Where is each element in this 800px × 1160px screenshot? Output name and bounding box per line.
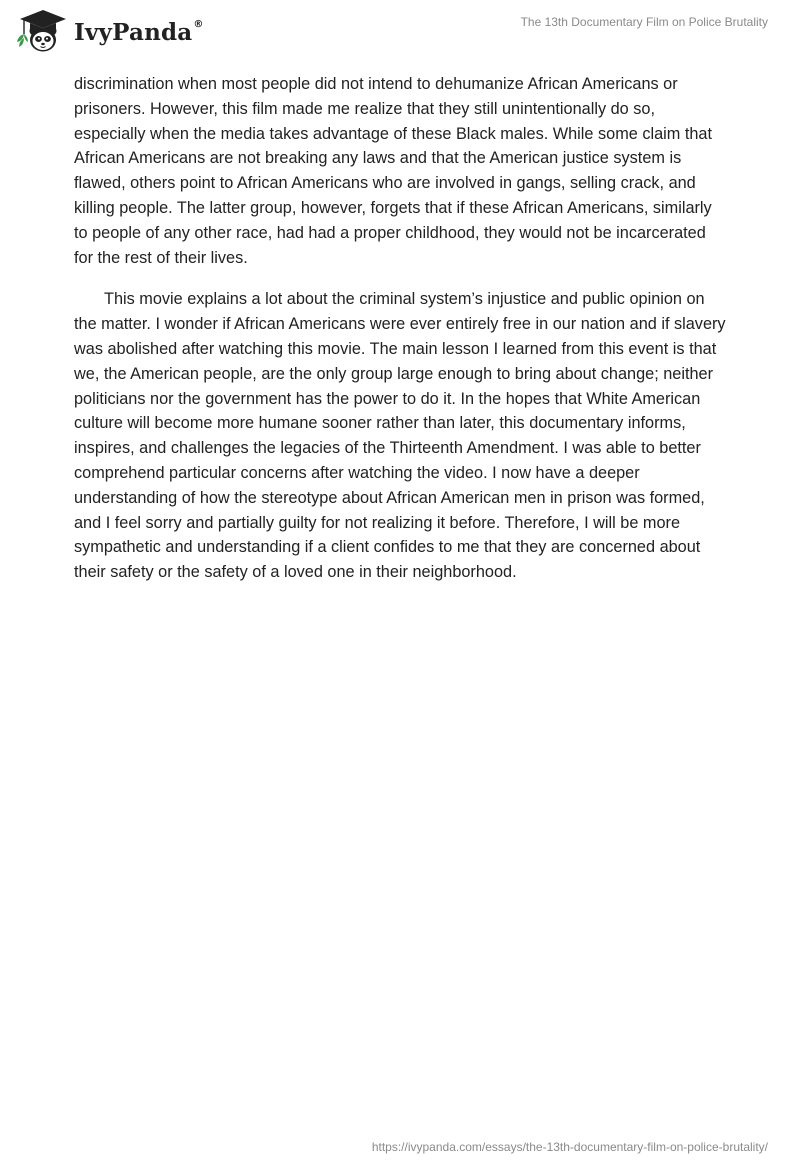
source-url-link[interactable]: https://ivypanda.com/essays/the-13th-documentary-film-on-police-brutality/ [371,1140,768,1154]
document-title: The 13th Documentary Film on Police Brutality [520,15,768,29]
body-paragraph-2: This movie explains a lot about the criminal system’s injustice and public opinion on the matter. I wonder if African Americans were ever entirely free in our nation and if slavery was abolished after watching this movie. The main lesson I learned from this event is that we, the American people, are the only group large enough to bring about change; neither politicians nor the government has the power to do it. In the hopes that White American culture will become more humane sooner rather than later, this documentary informs, inspires, and challenges the legacies of the Thirteenth Amendment. I was able to better comprehend particular concerns after watching the video. I now have a deeper understanding of how the stereotype about African American men in prison was formed, and I feel sorry and partially guilty for not realizing it before. Therefore, I will be more sympathetic and understanding if a client confides to me that they are concerned about their safety or the safety of a loved one in their neighborhood. [74,290,726,582]
brand-name: IvyPanda® [74,18,204,46]
registered-mark: ® [193,18,204,30]
essay-body [74,72,726,585]
body-paragraph-1: discrimination when most people did not intend to dehumanize African Americans or prisoners. However, this film made me realize that they still unintentionally do so, especially when the media takes advantage of these Black males. While some claim that African Americans are not breaking any laws and that the American justice system is flawed, others point to African Americans who are involved in gangs, selling crack, and killing people. The latter group, however, forgets that if these African Americans, similarly to people of any other race, had had a proper childhood, they would not be incarcerated for the rest of their lives. [74,75,713,267]
panda-graduate-logo-icon [14,8,72,54]
ivypanda-logo[interactable] [14,8,204,54]
page-header [0,0,800,60]
